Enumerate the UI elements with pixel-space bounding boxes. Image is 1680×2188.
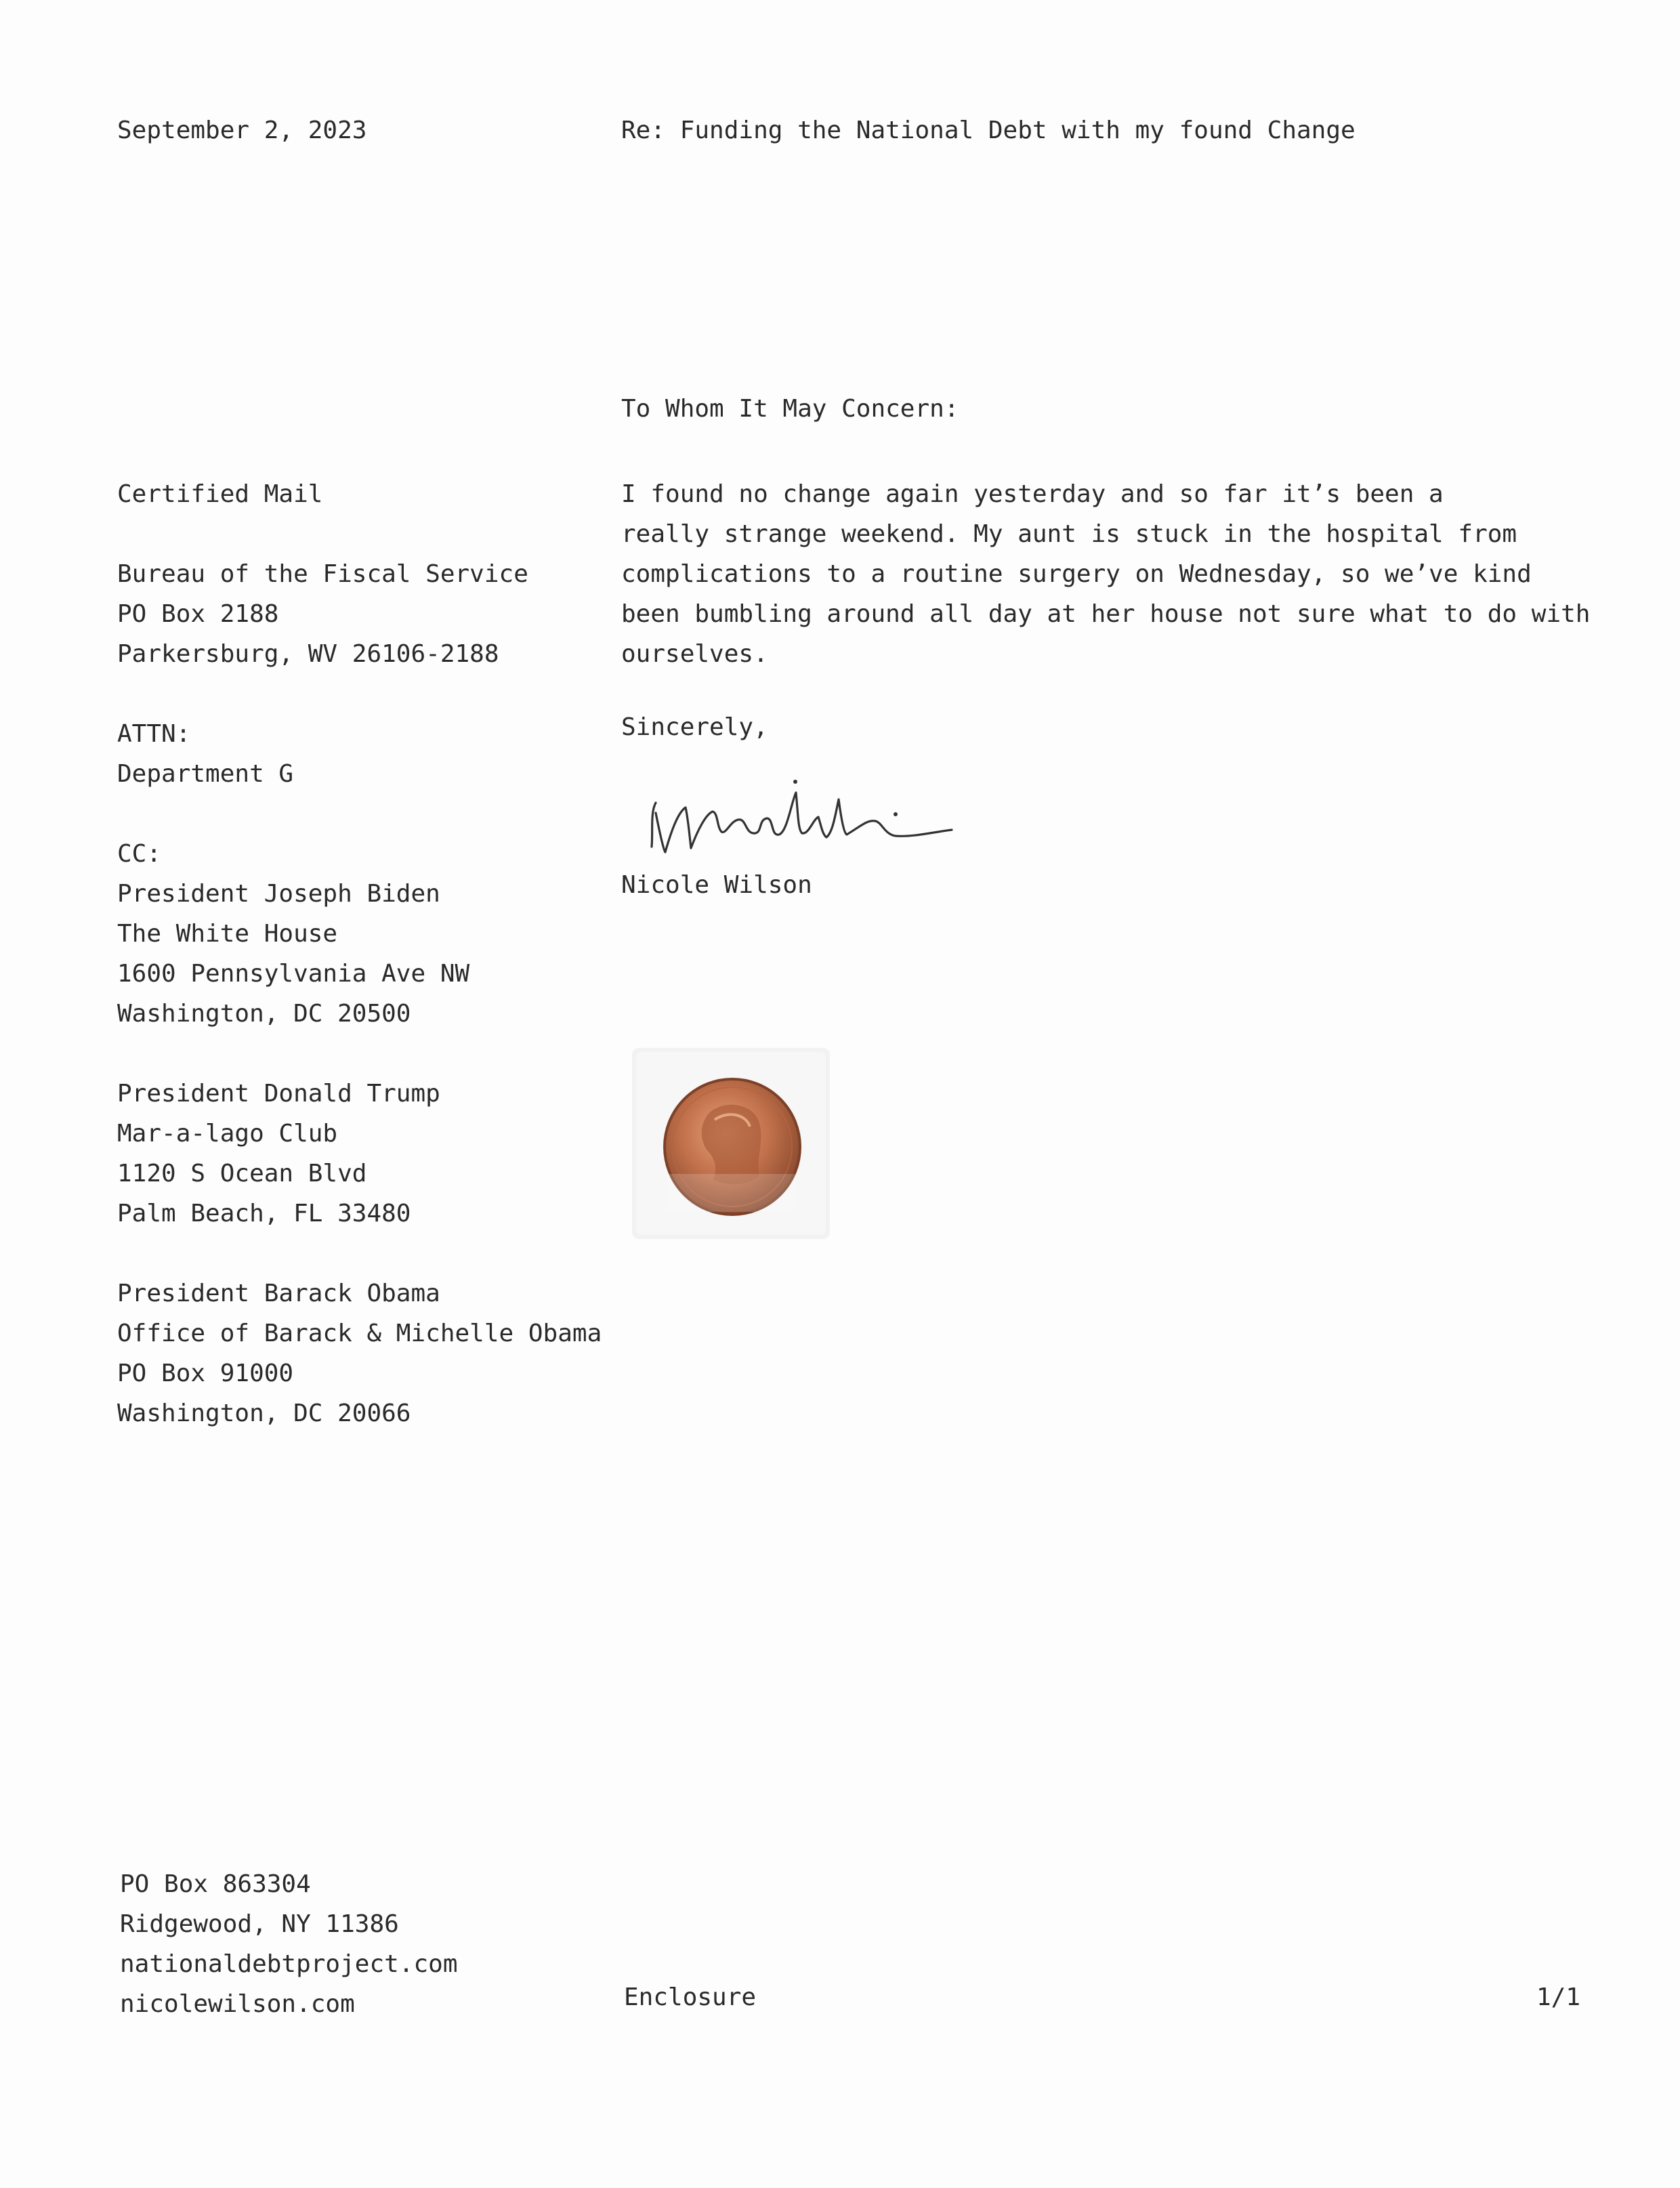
- cc-line: President Joseph Biden: [117, 880, 440, 908]
- cc-line: Palm Beach, FL 33480: [117, 1200, 411, 1227]
- body-line: complications to a routine surgery on Wednesday, so we’ve kind: [621, 560, 1532, 588]
- letter-body: [621, 474, 1590, 674]
- closing: Sincerely,: [621, 713, 768, 741]
- return-address: [120, 1864, 458, 2024]
- cc-block-1: [117, 834, 602, 1034]
- cc-block-3: [117, 1274, 602, 1433]
- cc-line: 1600 Pennsylvania Ave NW: [117, 960, 470, 988]
- return-address-line: Ridgewood, NY 11386: [120, 1910, 399, 1938]
- enclosure-label: Enclosure: [624, 1983, 757, 2011]
- mail-type: Certified Mail: [117, 480, 323, 508]
- website-link[interactable]: nicolewilson.com: [120, 1990, 355, 2018]
- recipient-line: Bureau of the Fiscal Service: [117, 560, 528, 588]
- cc-line: The White House: [117, 920, 338, 948]
- cc-block-2: [117, 1074, 602, 1234]
- cc-line: Washington, DC 20500: [117, 1000, 411, 1028]
- cc-line: Mar-a-lago Club: [117, 1120, 338, 1148]
- body-line: really strange weekend. My aunt is stuck in the hospital from: [621, 520, 1517, 548]
- recipient-line: PO Box 2188: [117, 600, 279, 628]
- cc-line: 1120 S Ocean Blvd: [117, 1160, 367, 1187]
- penny-icon: [627, 1040, 837, 1246]
- mail-type-block: [117, 474, 602, 514]
- recipient-address: [117, 554, 602, 674]
- letter-date: September 2, 2023: [117, 117, 367, 144]
- return-address-line: PO Box 863304: [120, 1870, 311, 1898]
- recipient-line: Parkersburg, WV 26106-2188: [117, 640, 499, 668]
- cc-label: CC:: [117, 840, 162, 868]
- body-line: ourselves.: [621, 640, 768, 668]
- cc-line: President Donald Trump: [117, 1080, 440, 1108]
- signer-name: Nicole Wilson: [621, 871, 812, 899]
- cc-line: President Barack Obama: [117, 1280, 440, 1307]
- cc-line: PO Box 91000: [117, 1360, 294, 1387]
- body-line: I found no change again yesterday and so far it’s been a: [621, 480, 1444, 508]
- website-link[interactable]: nationaldebtproject.com: [120, 1950, 458, 1978]
- attention-value: Department G: [117, 760, 294, 788]
- cc-line: Washington, DC 20066: [117, 1400, 411, 1427]
- body-line: been bumbling around all day at her house not sure what to do with: [621, 600, 1591, 628]
- address-column: [117, 474, 602, 1473]
- subject-line: Re: Funding the National Debt with my found Change: [621, 117, 1356, 144]
- page-number: 1/1: [1536, 1983, 1581, 2011]
- cc-line: Office of Barack & Michelle Obama: [117, 1320, 602, 1347]
- signature-icon: [644, 772, 962, 870]
- salutation: To Whom It May Concern:: [621, 395, 959, 423]
- attention-label: ATTN:: [117, 720, 191, 748]
- attention-block: [117, 714, 602, 794]
